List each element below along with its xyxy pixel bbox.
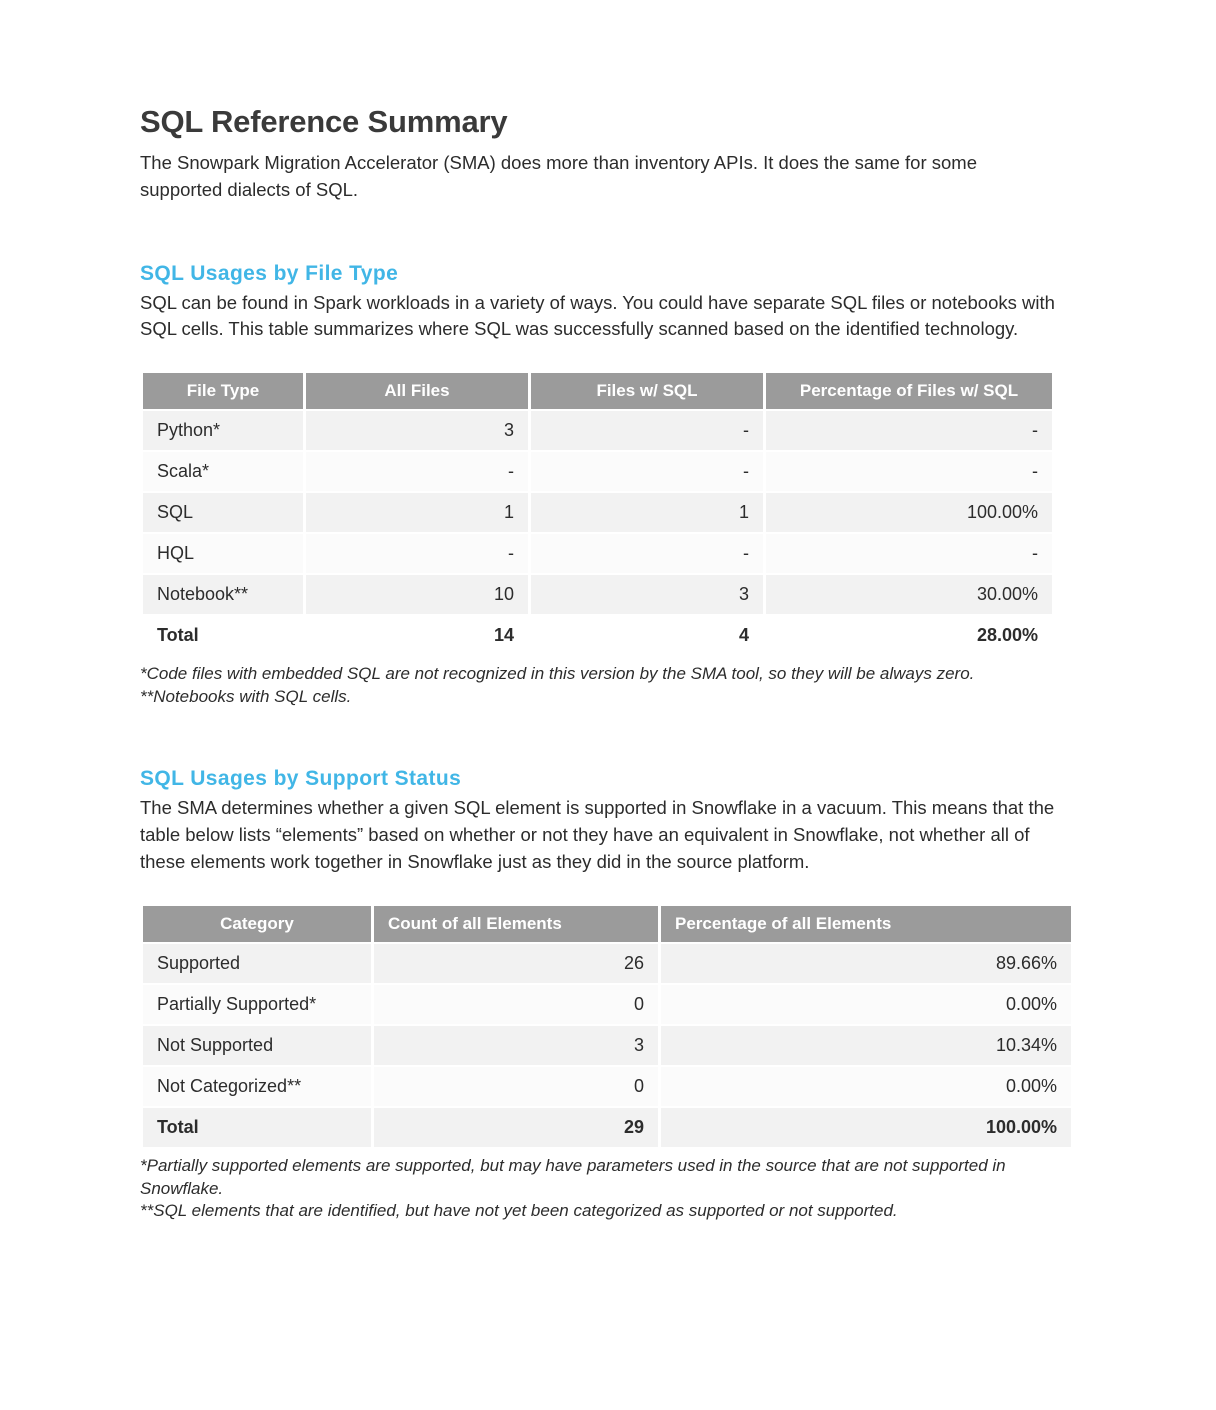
table-row: [143, 1067, 1071, 1106]
column-header-percentage-files-with-sql: Percentage of Files w/ SQL: [766, 373, 1052, 409]
cell-category: Not Supported: [143, 1026, 371, 1065]
page-title: SQL Reference Summary: [140, 104, 508, 139]
table-row: [143, 944, 1071, 983]
cell-category: Partially Supported*: [143, 985, 371, 1024]
column-header-file-type: File Type: [143, 373, 303, 409]
document-intro: The Snowpark Migration Accelerator (SMA) does more than inventory APIs. It does the same for some supported dialects of SQL.: [140, 152, 977, 200]
table-sql-usages-by-file-type: [140, 371, 1055, 657]
footnote-item: *Code files with embedded SQL are not recognized in this version by the SMA tool, so they will be always zero.: [140, 664, 975, 684]
cell-files-with-sql: 1: [531, 493, 763, 532]
cell-percentage: 0.00%: [661, 985, 1071, 1024]
cell-category: Supported: [143, 944, 371, 983]
column-header-files-with-sql: Files w/ SQL: [531, 373, 763, 409]
footnote-item: **SQL elements that are identified, but have not yet been categorized as supported or not supported.: [140, 1201, 898, 1221]
cell-percentage: -: [766, 452, 1052, 491]
table-row: [143, 1026, 1071, 1065]
footnote-item: *Partially supported elements are supported, but may have parameters used in the source that are not supported in Snowflake.: [140, 1155, 1006, 1198]
cell-count: 26: [374, 944, 658, 983]
cell-count: 3: [374, 1026, 658, 1065]
footnotes-support-status: [140, 1155, 1060, 1224]
cell-total-percentage: 28.00%: [766, 616, 1052, 655]
table-total-row: [143, 616, 1052, 655]
cell-file-type: Scala*: [143, 452, 303, 491]
table-row: [143, 452, 1052, 491]
table-row: [143, 411, 1052, 450]
cell-percentage: 89.66%: [661, 944, 1071, 983]
cell-total-percentage: 100.00%: [661, 1108, 1071, 1147]
cell-file-type: SQL: [143, 493, 303, 532]
cell-percentage: 0.00%: [661, 1067, 1071, 1106]
section-heading-file-type: SQL Usages by File Type: [140, 261, 399, 285]
cell-all-files: 10: [306, 575, 528, 614]
table-row: [143, 575, 1052, 614]
section-heading-support-status: SQL Usages by Support Status: [140, 767, 462, 791]
cell-total-files-with-sql: 4: [531, 616, 763, 655]
cell-all-files: -: [306, 452, 528, 491]
cell-file-type: Python*: [143, 411, 303, 450]
cell-files-with-sql: -: [531, 411, 763, 450]
cell-files-with-sql: 3: [531, 575, 763, 614]
cell-file-type: Notebook**: [143, 575, 303, 614]
cell-count: 0: [374, 985, 658, 1024]
cell-percentage: -: [766, 534, 1052, 573]
table-total-row: [143, 1108, 1071, 1147]
table-sql-usages-by-support-status: [140, 904, 1074, 1149]
cell-total-count: 29: [374, 1108, 658, 1147]
table-header-row: [143, 373, 1052, 409]
section-description-file-type: SQL can be found in Spark workloads in a variety of ways. You could have separate SQL files or notebooks with SQL cells. This table summarizes where SQL was successfully scanned based on the identified technology.: [140, 291, 1055, 340]
cell-total-label: Total: [143, 1108, 371, 1147]
table-row: [143, 985, 1071, 1024]
footnote-item: **Notebooks with SQL cells.: [140, 687, 352, 707]
cell-percentage: -: [766, 411, 1052, 450]
cell-all-files: -: [306, 534, 528, 573]
column-header-percentage-of-all-elements: Percentage of all Elements: [661, 906, 1071, 942]
section-description-support-status: The SMA determines whether a given SQL element is supported in Snowflake in a vacuum. This means that the table below lists “elements” based on whether or not they have an equivalent in Snowflake, not whether all of these elements work together in Snowflake just as they did in the source platform.: [140, 797, 1055, 872]
column-header-category: Category: [143, 906, 371, 942]
cell-count: 0: [374, 1067, 658, 1106]
cell-category: Not Categorized**: [143, 1067, 371, 1106]
column-header-all-files: All Files: [306, 373, 528, 409]
table-row: [143, 534, 1052, 573]
table-header-row: [143, 906, 1071, 942]
cell-percentage: 30.00%: [766, 575, 1052, 614]
cell-total-all-files: 14: [306, 616, 528, 655]
cell-percentage: 100.00%: [766, 493, 1052, 532]
cell-all-files: 1: [306, 493, 528, 532]
cell-percentage: 10.34%: [661, 1026, 1071, 1065]
cell-total-label: Total: [143, 616, 303, 655]
cell-files-with-sql: -: [531, 452, 763, 491]
cell-all-files: 3: [306, 411, 528, 450]
cell-file-type: HQL: [143, 534, 303, 573]
cell-files-with-sql: -: [531, 534, 763, 573]
footnotes-file-type: [140, 663, 1060, 709]
column-header-count-of-all-elements: Count of all Elements: [374, 906, 658, 942]
table-row: [143, 493, 1052, 532]
